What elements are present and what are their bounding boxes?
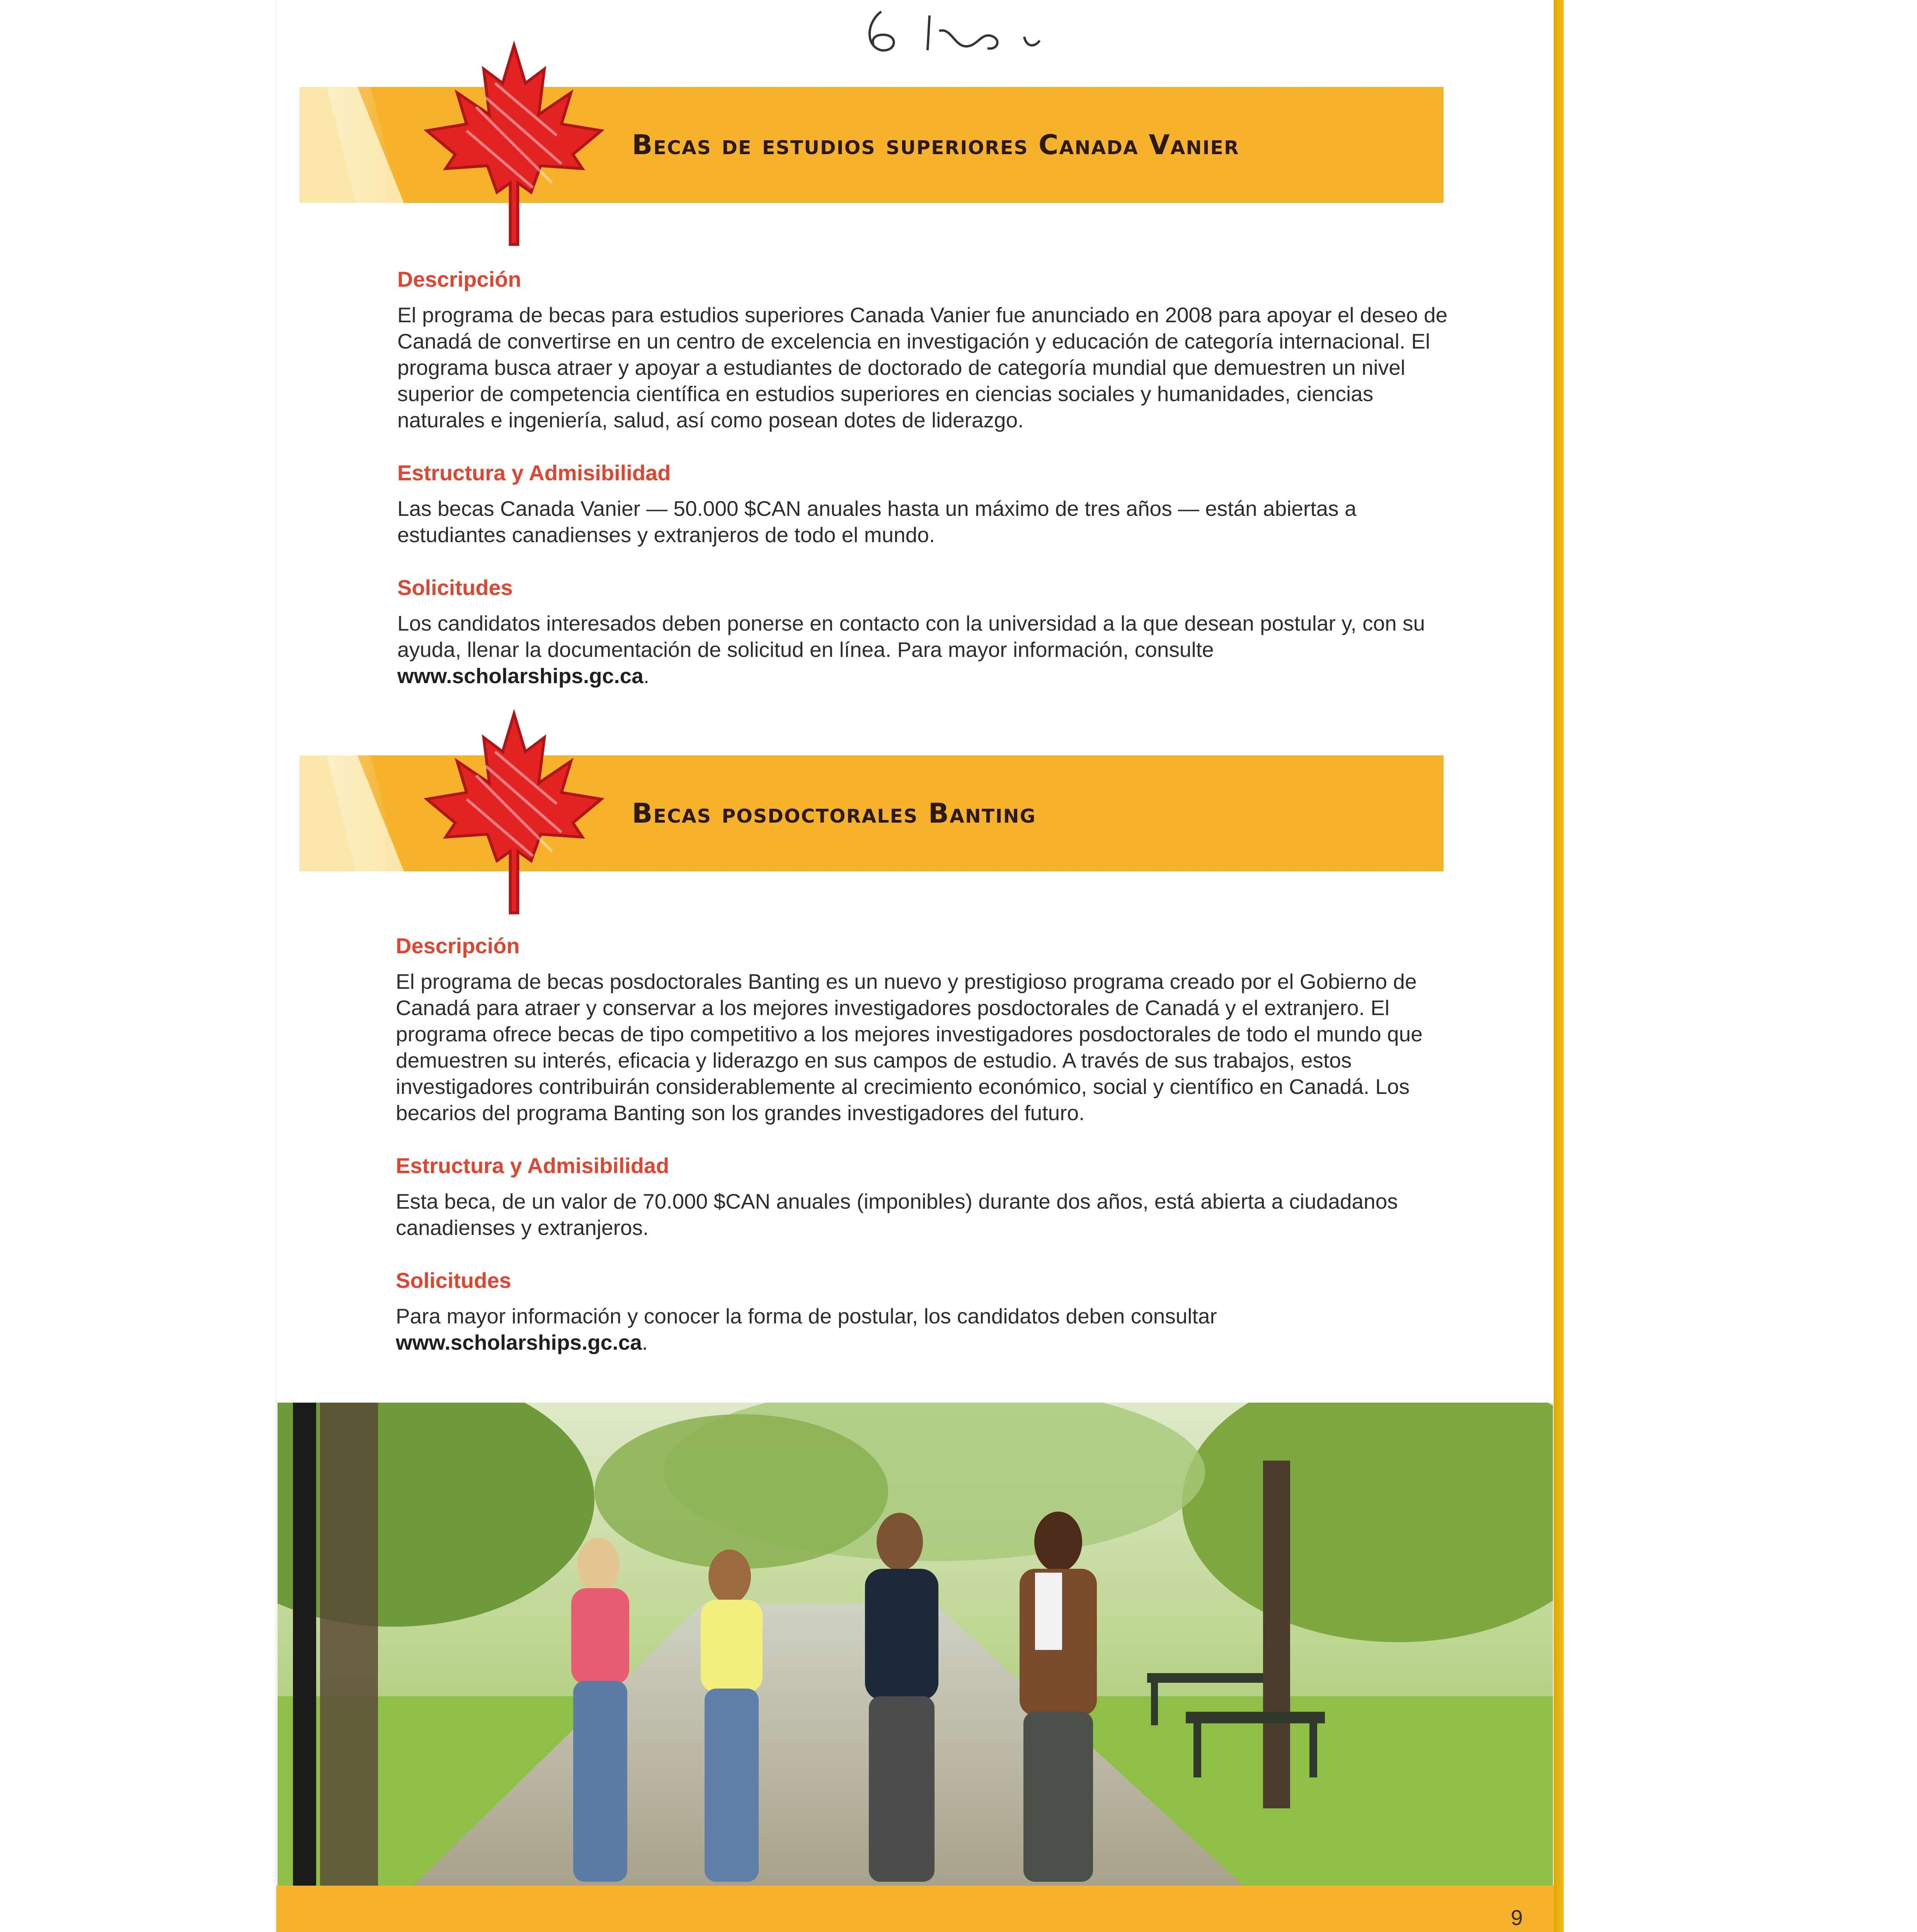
paragraph-text: Los candidatos interesados deben ponerse en contacto con la universidad a la que desean postular y, con su ayuda, llenar la documentación de solicitud en línea. Para mayor información, consulte xyxy=(397,611,1425,662)
banner-title: Becas de estudios superiores Canada Vanier xyxy=(632,129,1239,161)
section-heading: Solicitudes xyxy=(397,575,513,600)
maple-leaf-icon xyxy=(415,709,613,918)
maple-leaf-icon xyxy=(415,41,613,249)
footer-band xyxy=(276,1886,1554,1932)
scholarships-link[interactable]: www.scholarships.gc.ca xyxy=(397,664,644,688)
banner-title: Becas posdoctorales Banting xyxy=(632,798,1036,829)
section-paragraph xyxy=(397,610,1449,689)
section-heading: Descripción xyxy=(396,934,520,958)
section-heading: Estructura y Admisibilidad xyxy=(396,1153,669,1178)
paragraph-text: Para mayor información y conocer la forma de postular, los candidatos deben consultar xyxy=(396,1304,1217,1328)
paragraph-suffix: . xyxy=(643,664,650,688)
section-heading: Solicitudes xyxy=(396,1268,511,1293)
students-park-photo xyxy=(278,1403,1553,1886)
section-paragraph: Las becas Canada Vanier — 50.000 $CAN anuales hasta un máximo de tres años — están abiertas a estudiantes canadienses y extranjeros de todo el mundo. xyxy=(397,497,1357,547)
section-banner-banting xyxy=(300,755,1444,871)
section-vanier xyxy=(397,267,1449,716)
handwritten-note xyxy=(850,4,1121,58)
page-number: 9 xyxy=(1510,1905,1523,1930)
section-paragraph: El programa de becas posdoctorales Banting es un nuevo y prestigioso programa creado por el Gobierno de Canadá para atraer y conservar a los mejores investigadores posdoctorales de Canadá y el extranjero. El programa ofrece becas de tipo competitivo a los mejores investigadores posdoctorales de todo el mundo que demuestren su interés, eficacia y liderazgo en sus campos de estudio. A través de sus trabajos, estos investigadores contribuirán considerablemente al crecimiento económico, social y científico en Canadá. Los becarios del programa Banting son los grandes investigadores del futuro. xyxy=(396,969,1423,1125)
page-edge xyxy=(1554,0,1564,1932)
section-banner-vanier xyxy=(300,87,1444,203)
section-paragraph: Esta beca, de un valor de 70.000 $CAN anuales (imponibles) durante dos años, está abierta a ciudadanos canadienses y extranjeros. xyxy=(396,1189,1398,1240)
paragraph-suffix: . xyxy=(642,1330,648,1354)
scholarships-link[interactable]: www.scholarships.gc.ca xyxy=(396,1330,642,1354)
section-paragraph xyxy=(396,1303,1447,1355)
section-heading: Descripción xyxy=(397,267,521,291)
section-heading: Estructura y Admisibilidad xyxy=(397,461,671,485)
section-paragraph: El programa de becas para estudios superiores Canada Vanier fue anunciado en 2008 para apoyar el deseo de Canadá de convertirse en un centro de excelencia en investigación y educación de categoría internacional. El programa busca atraer y apoyar a estudiantes de doctorado de categoría mundial que demuestren un nivel superior de competencia científica en estudios superiores en ciencias sociales y humanidades, ciencias naturales e ingeniería, salud, así como posean dotes de liderazgo. xyxy=(397,303,1448,432)
section-banting xyxy=(396,933,1447,1383)
